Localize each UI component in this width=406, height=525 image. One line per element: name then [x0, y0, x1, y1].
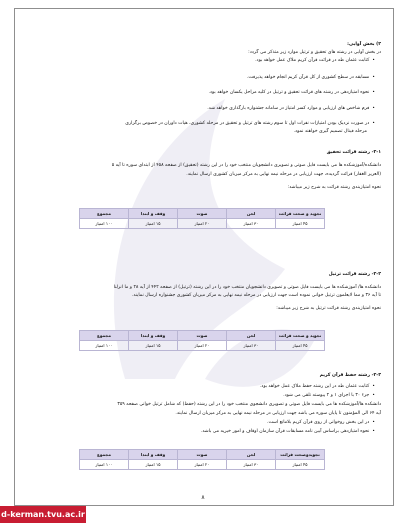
table-header-cell: لحن [227, 209, 276, 219]
table-header-row [80, 450, 325, 460]
table-cell: ۱۰۰ امتیاز [80, 341, 129, 351]
paragraph: دانشکده ها/ آموزشکده ها می بایست فایل صوتی و تصویری دانشجویان منتخب خود را در این رشته (ترتیل) از صفحه ۴۴۲ از آیه ۲۸ و ما انزلنا [113, 285, 381, 290]
bullet-continuation: مرحله فینال تصمیم گیری خواهند نمود. [293, 129, 367, 134]
table-header-cell: صوت [178, 209, 227, 219]
subsection-title-tahqiq: ۲-۱- رشته قرائت تحقیق [326, 150, 381, 155]
table-header-cell: صوت [178, 450, 227, 460]
bullet-item: • در این بخش روخوانی از روی قرآن کریم بلامانع است. [27, 419, 375, 427]
paragraph: (العزیز الغفار) قرائت گردیده، جهت ارزیابی در مرحله نیمه نهایی به مرکز میزبان کشوری ارسال نمایند. [186, 172, 381, 177]
table-cell: ۲۰ امتیاز [178, 219, 227, 229]
table-cell: ۱۰۰ امتیاز [80, 219, 129, 229]
page-number: ۸ [201, 494, 205, 501]
table-row [80, 460, 325, 470]
bullet-item: • نحوه امتیازدهی در رشته های قرائت تحقیق و ترتیل در کلیه مراحل یکسان خواهد بود. [27, 89, 375, 97]
table-header-cell: لحن [227, 450, 276, 460]
paragraph: تا آیه ۳۶ و مما لایعلمون ترتیل خوانی نموده است جهت ارزیابی در مرحله نیمه نهایی به مرکز میزبان کشوری جشنواره ارسال نمایند. [131, 293, 381, 298]
score-table-hifz [79, 449, 325, 470]
table-header-cell: مجموع [80, 331, 129, 341]
subsection-title-tartil: ۲-۲- رشته قرائت ترتیل [328, 272, 381, 277]
table-header-row [80, 209, 325, 219]
table-header-cell: لحن [227, 331, 276, 341]
bullet-item: • کتابت عثمان طه در این رشته حفظ ملاک عمل خواهد بود. [27, 383, 375, 391]
subsection-title-hifz: ۲-۳- رشته حفظ قرآن کریم [319, 373, 381, 378]
site-url-badge[interactable]: d-kerman.tvu.ac.ir [0, 506, 86, 523]
table-cell: ۴۵ امتیاز [276, 341, 325, 351]
table-header-cell: وقف و ابتدا [129, 331, 178, 341]
score-table-tartil [79, 330, 325, 351]
table-row [80, 219, 325, 229]
table-cell: ۴۵ امتیاز [276, 219, 325, 229]
table-cell: ۴۵ امتیاز [276, 460, 325, 470]
table-cell: ۲۰ امتیاز [178, 460, 227, 470]
table-cell: ۳۰ امتیاز [227, 460, 276, 470]
paragraph: نحوه امتیازبندی رشته قرائت ترتیل به شرح زیر میباشد: [276, 306, 381, 311]
table-header-cell: مجموع [80, 450, 129, 460]
table-cell: ۳۰ امتیاز [227, 219, 276, 229]
table-header-cell: وقف و ابتدا [129, 209, 178, 219]
paragraph: دانشکده ها/آموزشکده ها می بایست فایل صوتی و تصویری دانشجوی منتخب خود را در این رشته (حفظ) که شامل ترتیل خوانی صفحه ۳۵۹ [117, 402, 381, 407]
section2-title: ۲) بخش آوایی: [347, 42, 381, 47]
table-header-cell: تجوید و صحت قرائت [276, 331, 325, 341]
paragraph: نحوه امتیازبندی رشته قرائت به شرح زیر میباشد: [287, 185, 381, 190]
table-cell: ۱۰۰ امتیاز [80, 460, 129, 470]
table-header-cell: وقف و ابتدا [129, 450, 178, 460]
score-table-tahqiq [79, 208, 325, 229]
table-cell: ۲۰ امتیاز [178, 341, 227, 351]
table-header-cell: تجویدوصحت قرائت [276, 450, 325, 460]
table-cell: ۱۵ امتیاز [129, 219, 178, 229]
bullet-item: • کتابت عثمان طه در قرائت قرآن کریم ملاک عمل خواهد بود. [27, 57, 375, 65]
bullet-item: • مسابقه در سطح کشوری از کل قرآن کریم انجام خواهد پذیرفت. [27, 74, 375, 82]
table-row [80, 341, 325, 351]
table-header-cell: صوت [178, 331, 227, 341]
bullet-item: • در صورت نزدیک بودن امتیازات نفرات اول تا سوم رشته های ترتیل و تحقیق در مرحله کشوری، هیات داوران در خصوص برگزاری [27, 120, 375, 128]
bullet-item: • نحوه امتیازدهی براساس آیین نامه مسابقات قرآن سازمان اوقاف و امور خیریه می باشد. [27, 428, 375, 436]
table-cell: ۳۰ امتیاز [227, 341, 276, 351]
table-header-cell: تجوید و صحت قرائت [276, 209, 325, 219]
document-page [14, 8, 394, 506]
table-header-cell: مجموع [80, 209, 129, 219]
paragraph: دانشکده/آموزشکده ها می بایست فایل صوتی و تصویری دانشجویان منتخب خود را در این رشته (تحقیق) از صفحه ۴۵۸ از ابتدای سوره تا آیه ۵ [111, 163, 381, 168]
table-header-row [80, 331, 325, 341]
bullet-item: • فرم شاخص های ارزیابی و موارد کسر امتیاز در سامانه جشنواره بارگذاری خواهد شد. [27, 105, 375, 113]
table-cell: ۱۵ امتیاز [129, 341, 178, 351]
paragraph: آیه ۶۴ الی المؤمنون تا پایان سوره می باشد جهت ارزیابی در مرحله نیمه نهایی به مرکز میزبان ارسال نمایند. [175, 411, 381, 416]
section2-intro: در بخش آوایی در رشته های تحقیق و ترتیل موارد زیر متذکر می گردد: [248, 50, 381, 55]
bullet-item: • جزء ۳۰ با اجزای ۱ و ۲ پیوسته تلقی می شود. [27, 392, 375, 400]
table-cell: ۱۵ امتیاز [129, 460, 178, 470]
